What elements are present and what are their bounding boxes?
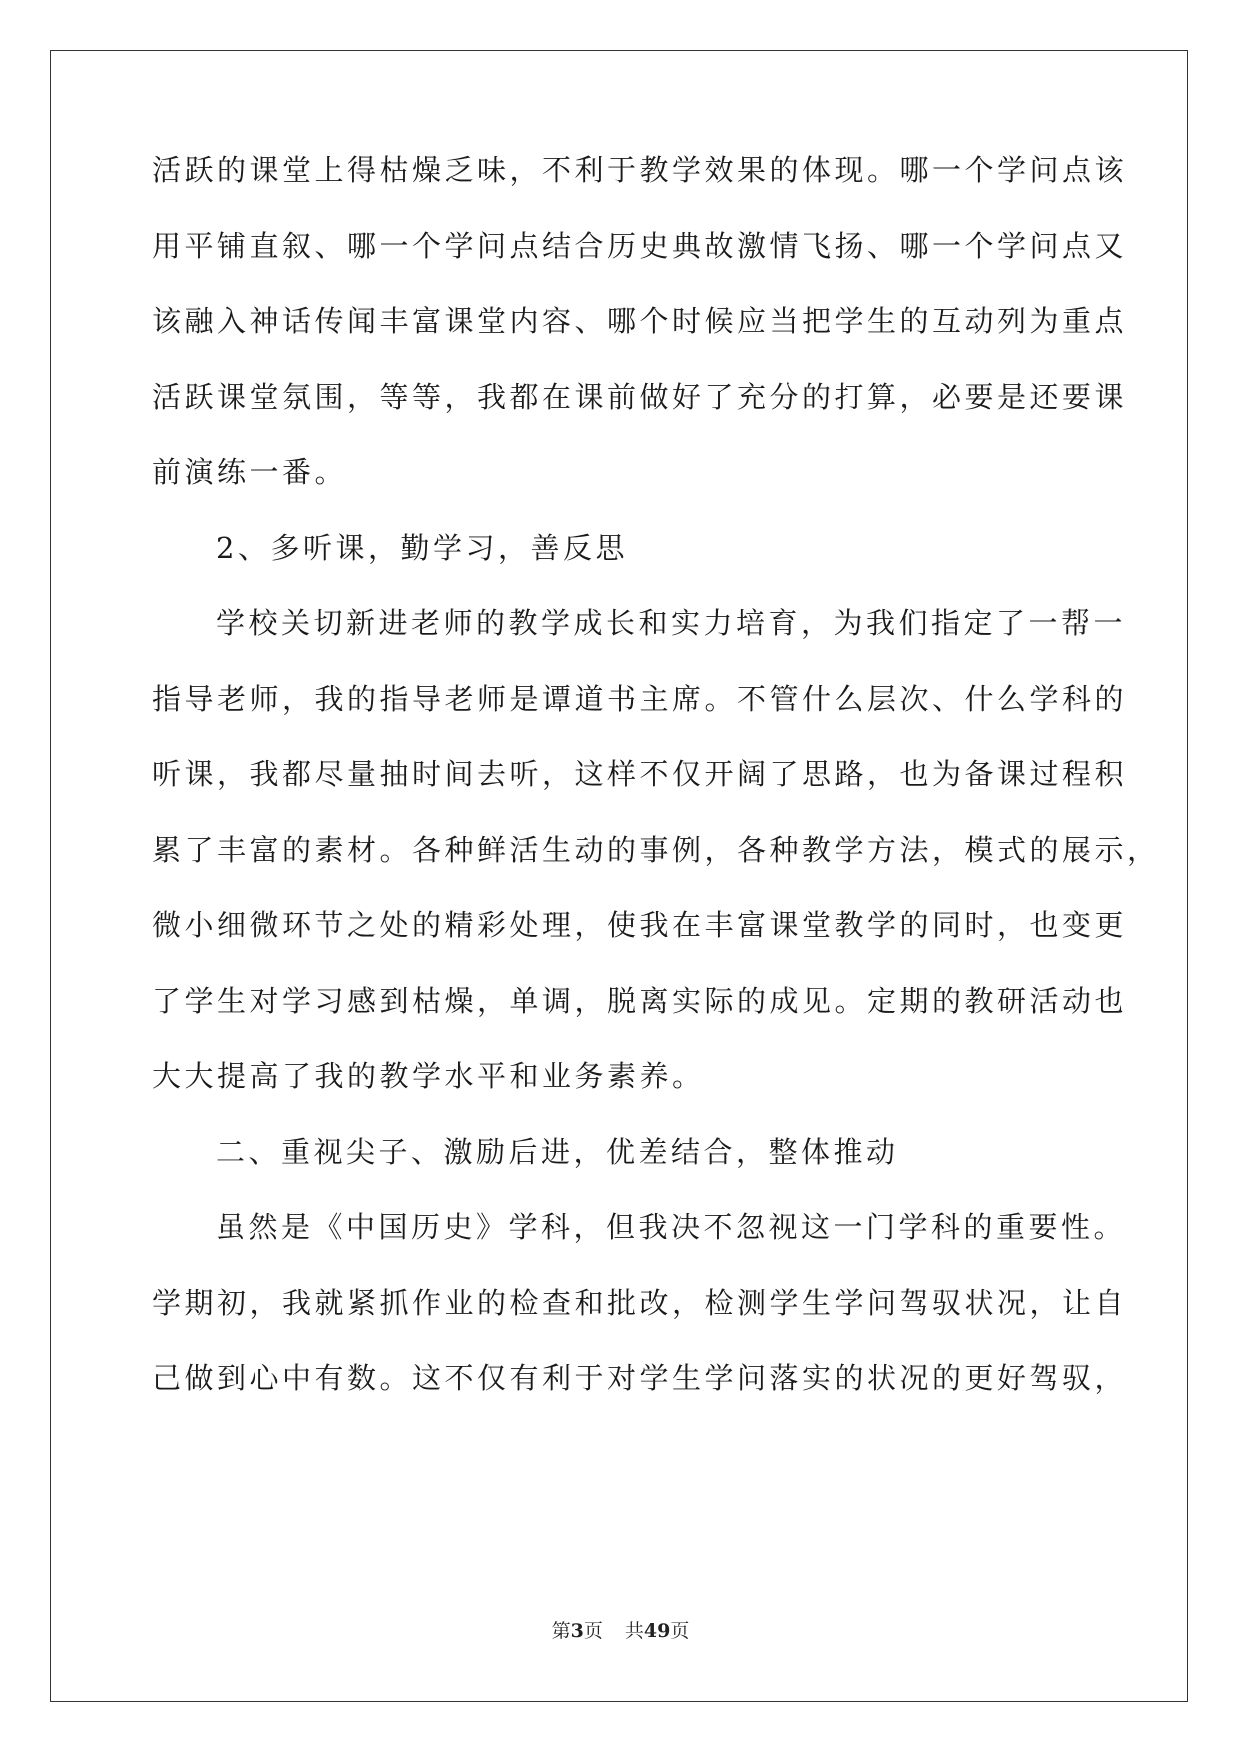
text-line: 听课，我都尽量抽时间去听，这样不仅开阔了思路，也为备课过程积 [152, 757, 1128, 791]
text-line: 学校关切新进老师的教学成长和实力培育，为我们指定了一帮一 [216, 606, 1127, 640]
page-footer [0, 1620, 1241, 1642]
text-line: 用平铺直叙、哪一个学问点结合历史典故激情飞扬、哪一个学问点又 [152, 228, 1128, 263]
page-number-suffix: 页 [583, 1620, 603, 1642]
document-body [152, 153, 1160, 1439]
text-line: 虽然是《中国历史》学科，但我决不忽视这一门学科的重要性。 [216, 1210, 1127, 1244]
text-line: 大大提高了我的教学水平和业务素养。 [152, 1059, 705, 1093]
text-line: 微小细微环节之处的精彩处理，使我在丰富课堂教学的同时，也变更 [152, 908, 1128, 942]
text-line: 前演练一番。 [152, 455, 348, 489]
page-total-prefix: 共 [624, 1620, 644, 1642]
text-line: 该融入神话传闻丰富课堂内容、哪个时候应当把学生的互动列为重点 [152, 304, 1128, 338]
page-total-count: 49 [643, 1620, 671, 1642]
text-line: 累了丰富的素材。各种鲜活生动的事例，各种教学方法，模式的展示， [152, 832, 1160, 867]
section-heading: 2、多听课，勤学习，善反思 [216, 530, 628, 565]
text-line: 指导老师，我的指导老师是谭道书主席。不管什么层次、什么学科的 [152, 681, 1128, 716]
text-line: 活跃课堂氛围，等等，我都在课前做好了充分的打算，必要是还要课 [152, 379, 1128, 414]
text-line: 活跃的课堂上得枯燥乏味，不利于教学效果的体现。哪一个学问点该 [152, 153, 1128, 187]
section-heading: 二、重视尖子、激励后进，优差结合，整体推动 [216, 1134, 899, 1169]
page-number-prefix: 第 [551, 1620, 571, 1642]
text-line: 己做到心中有数。这不仅有利于对学生学问落实的状况的更好驾驭， [152, 1361, 1128, 1395]
page-total-suffix: 页 [670, 1620, 690, 1642]
text-line: 学期初，我就紧抓作业的检查和批改，检测学生学问驾驭状况，让自 [152, 1285, 1128, 1320]
text-line: 了学生对学习感到枯燥，单调，脱离实际的成见。定期的教研活动也 [152, 983, 1128, 1018]
page-number-current: 3 [570, 1620, 584, 1642]
